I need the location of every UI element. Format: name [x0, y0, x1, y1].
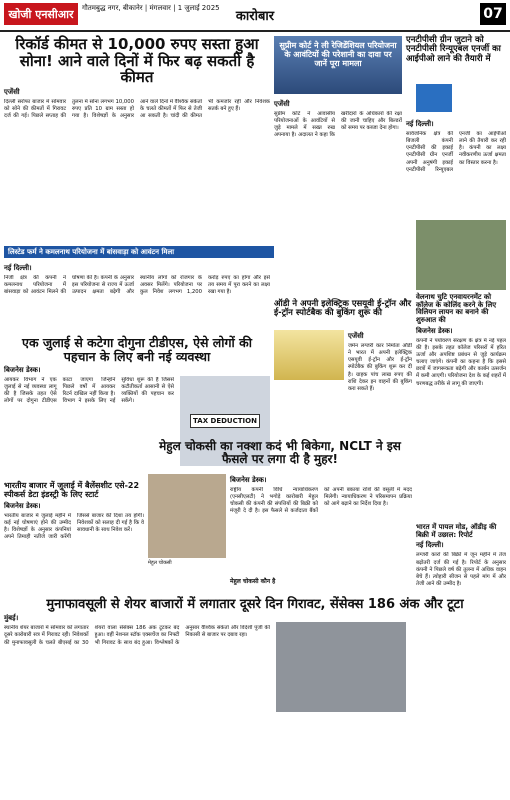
audi-car-photo: [274, 330, 344, 380]
stock-exchange-photo: [276, 622, 406, 712]
story-byline: नई दिल्ली।: [4, 264, 32, 272]
story-byline: मुंबई।: [4, 614, 19, 623]
story-byline: बिजनेस डेस्क।: [4, 365, 41, 374]
dateline: गौतमबुद्ध नगर, बीकानेर | मंगलवार | 1 जुलाई 2025: [82, 4, 220, 12]
ntpc-logo-image: [416, 84, 452, 112]
banner-headline: लिस्टेड फर्म ने कमलनाथ परियोजना में बांसवाड़ा को आवंटन मिला: [4, 246, 274, 258]
story-headline: मुनाफावसूली से शेयर बाजारों में लगातार दूसरे दिन गिरावट, सेंसेक्स 186 अंक और टूटा: [46, 597, 464, 612]
story-headline: रिकॉर्ड कीमत से 10,000 रुपए सस्ता हुआ सोना! आने वाले दिनों में फिर बढ़ सकती है कीमत: [15, 35, 259, 86]
story-body: आयकर विभाग ने एक जुलाई से नई व्यवस्था लागू की है जिसके तहत ऐसे लोगों पर दोगुना टीडीएस काटा जाएगा जिन्होंने पिछले वर्षों में आयकर रिटर्न दाखिल नहीं किया है। विभाग ने इसके लिए नई सुविधा शुरू की है जिससे कटौतीकर्ता आसानी से ऐसे व्यक्तियों की पहचान कर सकेंगे।: [4, 376, 174, 404]
story-body: कंपनी ने पर्यावरण संरक्षण के क्षेत्र में नई पहल की है। इसके तहत कॉलेज परिसरों में हरित ऊर्जा और अपशिष्ट प्रबंधन से जुड़े कार्यक्रम चलाए जाएंगे। कंपनी का कहना है कि इससे छात्रों में जागरूकता बढ़ेगी और कार्बन उत्सर्जन में कमी आएगी। परियोजना देश के कई शहरों में चरणबद्ध तरीके से लागू की जाएगी।: [416, 337, 506, 387]
story-audi-sales: [416, 524, 506, 594]
story-mehul-choksi: [148, 440, 412, 590]
story-body: दिल्ली सर्राफा बाजार में सोमवार को सोने की कीमतों में गिरावट दर्ज की गई। पिछले सप्ताह की तुलना में सोना लगभग 10,000 रुपए प्रति 10 ग्राम सस्ता हो गया है। विशेषज्ञों के अनुसार आने वाले दिनों में वैश्विक संकेतों के चलते कीमतों में फिर से तेजी आ सकती है। चांदी की कीमत भी कमजोर रही और निवेशक सतर्क बने हुए हैं।: [4, 98, 270, 119]
story-body: सार्वजनिक क्षेत्र की बिजली कंपनी एनटीपीसी की इकाई एनटीपीसी ग्रीन एनर्जी अपनी अनुषंगी इकाई एनटीपीसी रिन्यूएबल एनर्जी का आईपीओ लाने की तैयारी कर रही है। कंपनी का लक्ष्य नवीकरणीय ऊर्जा क्षमता का विस्तार करना है।: [406, 131, 506, 173]
story-body: निजी क्षेत्र की कंपनी ने कमलनाथ परियोजना में बांसवाड़ा को आवंटन मिलने की घोषणा की है। कंपनी के अनुसार इस परियोजना से राज्य में ऊर्जा उत्पादन क्षमता बढ़ेगी और स्थानीय लोगों को रोजगार के अवसर मिलेंगे। परियोजना पर कुल निवेश लगभग 1,200 करोड़ रुपए का होगा और इसे तय समय में पूरा करने का लक्ष्य रखा गया है।: [4, 275, 270, 296]
story-body: भारतीय बाजार में जुलाई महीने में कई नई घोषणाएं होने की उम्मीद है। विशेषज्ञों के अनुसार कंपनियां अपने तिमाही नतीजे जारी करेंगी जिससे बाजार की दिशा तय होगी। निवेशकों को सलाह दी गई है कि वे सावधानी के साथ निवेश करें।: [4, 512, 144, 541]
story-body: सुप्रीम कोर्ट ने आवासीय परियोजनाओं के आवंटियों से जुड़े मामले में सख्त रुख अपनाया है। अदालत ने कहा कि खरीदारों के अधिकारों की रक्षा की जानी चाहिए और बिल्डरों को समय पर कब्जा देना होगा।: [274, 111, 402, 139]
story-stock-market: [4, 598, 506, 796]
tax-deduction-photo: TAX DEDUCTION: [180, 376, 270, 466]
story-headline: एक जुलाई से कटेगा दोगुना टीडीएस, ऐसे लोगों की पहचान के लिए बनी नई व्यवस्था: [22, 335, 252, 364]
supreme-court-photo: [274, 36, 402, 94]
subheading: मेहुल चोकसी कौन है: [230, 578, 276, 585]
story-byline: एजेंसी: [274, 100, 290, 108]
story-byline: बिजनेस डेस्क।: [230, 476, 267, 484]
story-byline: बिजनेस डेस्क।: [416, 326, 453, 335]
environment-photo: [416, 220, 506, 290]
story-indian-market: [4, 482, 144, 592]
story-byline: एजेंसी: [348, 332, 364, 340]
section-title: कारोबार: [235, 9, 275, 24]
story-headline: वेलनाथ चुटि एनवायरनमेंट को कॉलेज के कोलिंद करने के लिए विलियन लायन का बनाने की शुरुआत की: [416, 293, 497, 325]
masthead: [0, 0, 510, 32]
mehul-choksi-photo: [148, 474, 226, 558]
story-byline: नई दिल्ली।: [406, 120, 434, 128]
story-audi: [274, 300, 412, 430]
story-body: जर्मन लग्जरी कार निर्माता ऑडी ने भारत में अपनी इलेक्ट्रिक एसयूवी ई-ट्रॉन और ई-ट्रॉन स्पोर्टबैक की बुकिंग शुरू कर दी है। ग्राहक पांच लाख रुपए की राशि देकर इन वाहनों की बुकिंग करा सकते हैं।: [348, 343, 412, 392]
story-headline: एनटीपीसी ग्रीन जुटाने को एनटीपीसी रिन्यूएबल एनर्जी का आईपीओ लाने की तैयारी में: [406, 35, 501, 64]
story-headline: भारतीय बाजार में जुलाई में बैलेंसशीट एसे-22 स्पीकर्स डेटा इंडस्ट्री के लिए स्टार्ट: [4, 481, 140, 499]
photo-caption: मेहुल चोकसी: [148, 560, 172, 566]
story-gold-price: [4, 36, 270, 242]
story-byline: एजेंसी: [4, 87, 20, 96]
page-number: 07: [480, 3, 506, 25]
story-byline: बिजनेस डेस्क।: [4, 501, 41, 510]
story-headline: सुप्रीम कोर्ट ने ली रेजिडेंशियल परियोजना के आवंटियों की परेशानी का दावा पर जानें पूरा मामला: [279, 41, 397, 68]
story-ntpc: [406, 36, 506, 216]
story-kamalnath-project: [4, 262, 270, 332]
story-headline: मेहुल चोकसी का नक्शा कदं भी बिकेगा, NCLT ने इस फैसले पर लगा दी है मुहर!: [159, 439, 401, 467]
newspaper-logo: खोजी एनसीआर: [4, 3, 78, 25]
story-environment: [416, 220, 506, 520]
story-byline: नई दिल्ली।: [416, 541, 444, 550]
story-supreme-court: [274, 36, 402, 216]
story-body: राष्ट्रीय कंपनी विधि न्यायाधिकरण (एनसीएलटी) ने भगोड़े कारोबारी मेहुल चोकसी की कंपनी की संपत्तियों की बिक्री को मंजूरी दे दी है। इस फैसले से कर्जदाता बैंकों को अपनी बकाया राशि की वसूली में मदद मिलेगी। न्यायाधिकरण ने परिसमापन प्रक्रिया को आगे बढ़ाने का निर्देश दिया है।: [230, 487, 412, 515]
story-headline: भारत में पायल मोड, ऑडीइ की बिक्री में उछाल: रिपोर्ट: [416, 523, 497, 539]
story-headline: ऑडी ने अपनी इलेक्ट्रिक एसयूवी ई-ट्रॉन और ई-ट्रॉन स्पोर्टबैक की बुकिंग शुरू की: [274, 299, 412, 319]
story-body: लग्जरी कारों की बिक्री में जून महीने में तेज बढ़ोतरी दर्ज की गई है। रिपोर्ट के अनुसार कंपनी ने पिछले वर्ष की तुलना में अधिक वाहन बेचे हैं। त्योहारी सीजन से पहले मांग में और तेजी आने की उम्मीद है।: [416, 552, 506, 587]
story-body: स्थानीय शेयर बाजारों में सोमवार को लगातार दूसरे कारोबारी सत्र में गिरावट रही। निवेशकों की मुनाफावसूली के चलते बीएसई का 30 शेयरों वाला सेंसेक्स 186 अंक टूटकर बंद हुआ। वहीं नेशनल स्टॉक एक्सचेंज का निफ्टी भी गिरावट के साथ बंद हुआ। विश्लेषकों के अनुसार वैश्विक संकेतों और विदेशी पूंजी की निकासी से बाजार पर दबाव रहा।: [4, 625, 270, 646]
